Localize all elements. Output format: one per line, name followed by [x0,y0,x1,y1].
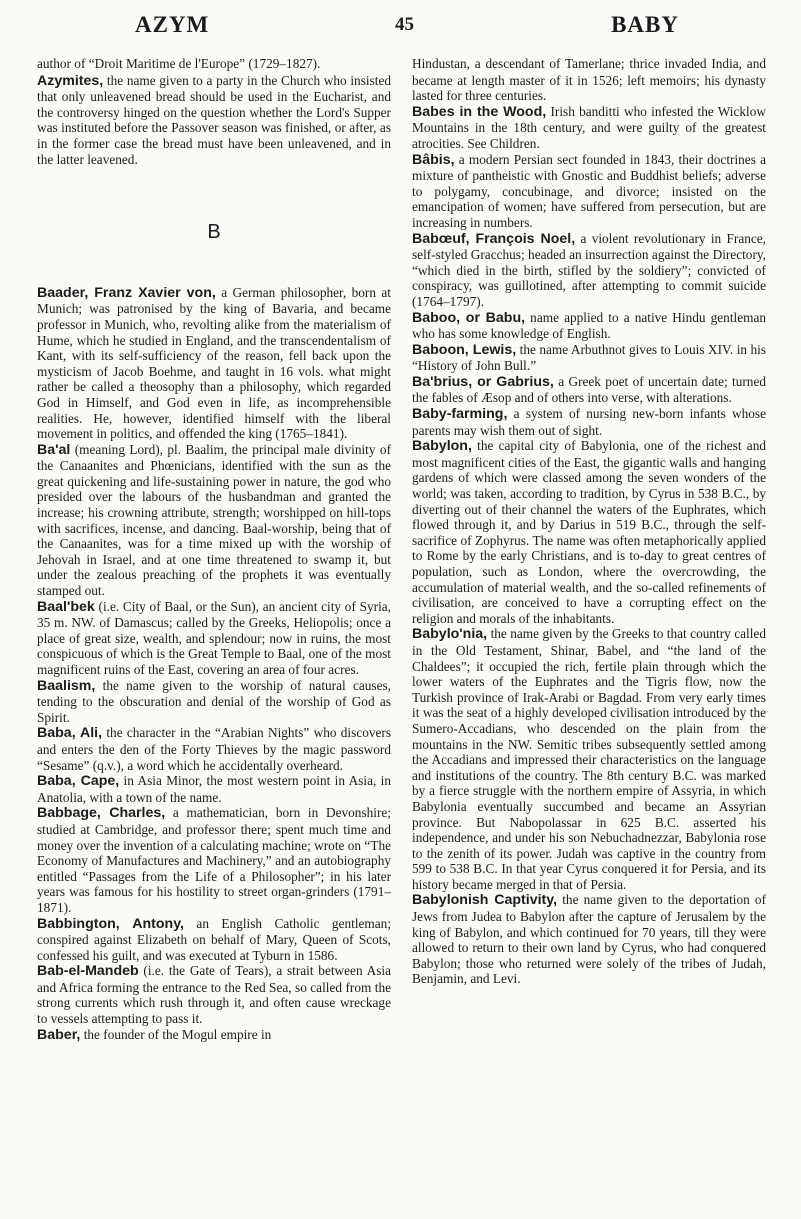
entry [37,285,391,442]
entry-continuation [37,56,391,73]
entry-headword: Baader, Franz Xavier von, [37,284,216,301]
entry-headword: Babylo'nia, [412,626,488,643]
entry-headword: Baal'bek [37,598,95,615]
entry [412,374,766,406]
page-header [30,12,779,42]
entry-text: (meaning Lord), pl. Baalim, the principal male divinity of the Canaanites and Phœnicians, identified with the sun as the great quickening and life-sustaining power in nature, the god who presided over the labours of the husbandman and granted the increase; his crowning attribute, strength; worshipped on hill-tops with sacrifices, incense, and dancing. Baal-worship, being that of the Canaanites, was for a time mixed up with the worship of Jehovah in Israel, and at one time threatened to swamp it, but under the zealous preaching of the prophets it was eventually stamped out. [37,441,391,599]
header-right-guide-word: BABY [611,12,679,37]
section-letter: B [207,221,221,244]
entry [37,1027,391,1044]
entry [412,152,766,231]
entry-headword: Baber, [37,1026,81,1043]
entry-text: an English Catholic gentleman; conspired against Elizabeth on behalf of Mary, Queen of Scots, confessed his guilt, and was executed at Tyburn in 1586. [37,915,392,963]
entry-headword: Babbage, Charles, [37,805,166,822]
entry-text: a modern Persian sect founded in 1843, their doctrines a mixture of pantheistic with Gnostic and Buddhist beliefs; adverse to polygamy, concubinage, and divorce; insisted on the emancipation of women; have suffered from persecution, but are increasing in numbers. [412,151,766,230]
entry [412,231,766,310]
entry-headword: Baby-farming, [412,406,508,423]
entry-text: name applied to a native Hindu gentleman who has some knowledge of English. [412,309,767,342]
entry [37,805,391,915]
left-column [37,56,391,1043]
entry-headword: Ba'brius, or Gabrius, [412,373,554,390]
entry [412,892,766,987]
entry [412,310,766,342]
entry-headword: Baba, Ali, [37,725,103,742]
entry-text: a German philosopher, born at Munich; was patronised by the king of Bavaria, and became professor in Munich, who, revolting alike from the materialism of Hume, which he studied in England, and the transcendentalism of Kant, with its self-sufficiency of the reason, fell back upon the mysticism of Jacob Boehme, and taught in 16 vols. what might rather be called a theosophy than a philosophy, which regarded God in Himself, and God even in life, as incomprehensible realities. He, however, identified himself with the liberal movement in politics, and offended the king (1765–1841). [37,284,391,442]
entry [412,438,766,626]
entry [412,342,766,374]
entry-text: Hindustan, a descendant of Tamerlane; thrice invaded India, and became at length master of it in 1526; left memoirs; his dynasty lasted for three centuries. [412,56,766,104]
entry-text: the character in the “Arabian Nights” who discovers and enters the den of the Forty Thieves by the magic password “Sesame” (q.v.), a word which he accidentally overheard. [37,725,391,773]
entry-headword: Baba, Cape, [37,773,120,790]
entry-text: the name given to a party in the Church who insisted that only unleavened bread should be used in the Eucharist, and the controversy hinged on the question whether the Lord's Supper was instituted before the Passover season was finished, or after, as in the former case the bread must have been unleavened, and in the latter leavened. [37,72,391,167]
entry-headword: Baalism, [37,677,96,694]
entry-headword: Azymites, [37,72,104,89]
entry [37,963,391,1026]
entry-text: a mathematician, born in Devonshire; studied at Cambridge, and professor there; spent much time and money over the invention of a calculating machine; wrote on “The Economy of Manufactures and Machinery,” and an autobiography entitled “Passages from the Life of a Philosopher”; in his later years was famous for his hostility to street organ-grinders (1791–1871). [37,805,391,915]
entry-text: the capital city of Babylonia, one of the richest and most magnificent cities of the East, the gigantic walls and hanging gardens of which were classed among the seven wonders of the world; was taken, according to tradition, by Cyrus in 538 B.C., by diverting out of their channel the waters of the Euphrates, which flowed through it, and by Darius in 519 B.C., through the self-sacrifice of Zophyrus. The name was often metaphorically applied to Rome by the early Christians, and is to-day to great centres of population, such as London, where the overcrowding, the accumulation of material wealth, and the so-called refinements of civilisation, are conceived to have a corrupting effect on the religion and morals of the inhabitants. [412,438,766,626]
entry [412,104,766,152]
entry-headword: Babbington, Antony, [37,915,185,932]
entry-headword: Babylonish Captivity, [412,892,558,909]
entry-text: (i.e. the Gate of Tears), a strait between Asia and Africa forming the entrance to the Red Sea, so called from the strong currents which rush through it, and often cause wreckage to vessels attempting to pass it. [37,963,391,1027]
entry-text: Irish banditti who infested the Wicklow Mountains in the 18th century, and were guilty of the greatest atrocities. See Children. [412,103,766,151]
entry-headword: Babylon, [412,438,472,455]
entry-text: the name Arbuthnot gives to Louis XIV. in his “History of John Bull.” [412,341,766,374]
entry-text: a system of nursing new-born infants whose parents may wish them out of sight. [412,406,766,438]
entry-headword: Baboon, Lewis, [412,341,517,358]
header-left-guide-word: AZYM [135,12,210,37]
entry-text: author of “Droit Maritime de l'Europe” (1729–1827). [37,56,321,71]
entry-text: in Asia Minor, the most western point in Asia, in Anatolia, with a town of the name. [37,773,391,805]
entry [37,442,391,599]
entry [412,406,766,438]
entry-text: the name given by the Greeks to that country called in the Old Testament, Shinar, Babel, and “the land of the Chaldees”; it occupied the rich, fertile plain through which the lower waters of the Euphrates and the Tigris flow, now the Turkish province of Irak-Arabi or Bagdad. From very early times it was the seat of a highly developed civilisation introduced by the Sumero-Accadians, who descended on the plain from the mountains in the NW. Semitic tribes subsequently settled among the Accadians and impressed their characteristics on the language and institutions of the country. The 8th century B.C. was marked by a fierce struggle with the northern empire of Assyria, in which Babylonia eventually succumbed and became an Assyrian province. But Nabopolassar in 625 B.C. asserted his independence, and under his son Nebuchadnezzar, Babylonia rose to the zenith of its power. Judah was captive in the country from 599 to 538 B.C. In that year Cyrus conquered it for Persia, and its history became merged in that of Persia. [412,626,766,892]
entry-text: the name given to the worship of natural causes, tending to the obscuration and denial of the worship of God as Spirit. [37,677,391,725]
entry [37,73,391,168]
entry [37,916,391,964]
page-number: 45 [395,14,414,35]
entry-text: the founder of the Mogul empire in [80,1026,272,1042]
entry [37,678,391,726]
entry-headword: Baboo, or Babu, [412,309,526,326]
entry [37,725,391,773]
entry [37,773,391,805]
entry-headword: Bâbis, [412,151,455,168]
entry-headword: Ba'al [37,441,71,458]
entry [37,599,391,678]
entry-continuation [412,56,766,104]
right-column [412,56,766,987]
entry-headword: Babes in the Wood, [412,103,547,120]
entry-text: the name given to the deportation of Jews from Judea to Babylon after the capture of Jerusalem by the king of Babylon, and which continued for 70 years, till they were allowed to return to their own land by Cyrus, who had conquered Babylon; those who returned were solely of the tribes of Judah, Benjamin, and Levi. [412,892,766,987]
entry-headword: Babœuf, François Noel, [412,230,576,247]
entry-text: a violent revolutionary in France, self-styled Gracchus; headed an insurrection against the Directory, “which died in the birth, stifled by the soldiery”; convicted of conspiracy, was guillotined, after attempting to commit suicide (1764–1797). [412,230,766,309]
entry-text: a Greek poet of uncertain date; turned the fables of Æsop and of others into verse, with alterations. [412,373,766,406]
entry [412,626,766,892]
entry-text: (i.e. City of Baal, or the Sun), an ancient city of Syria, 35 m. NW. of Damascus; called by the Greeks, Heliopolis; once a place of great size, wealth, and splendour; now in ruins, the most conspicuous of which is the Great Temple to Baal, one of the most magnificent ruins of the East, covering an area of four acres. [37,598,391,677]
entry-headword: Bab-el-Mandeb [37,963,139,980]
